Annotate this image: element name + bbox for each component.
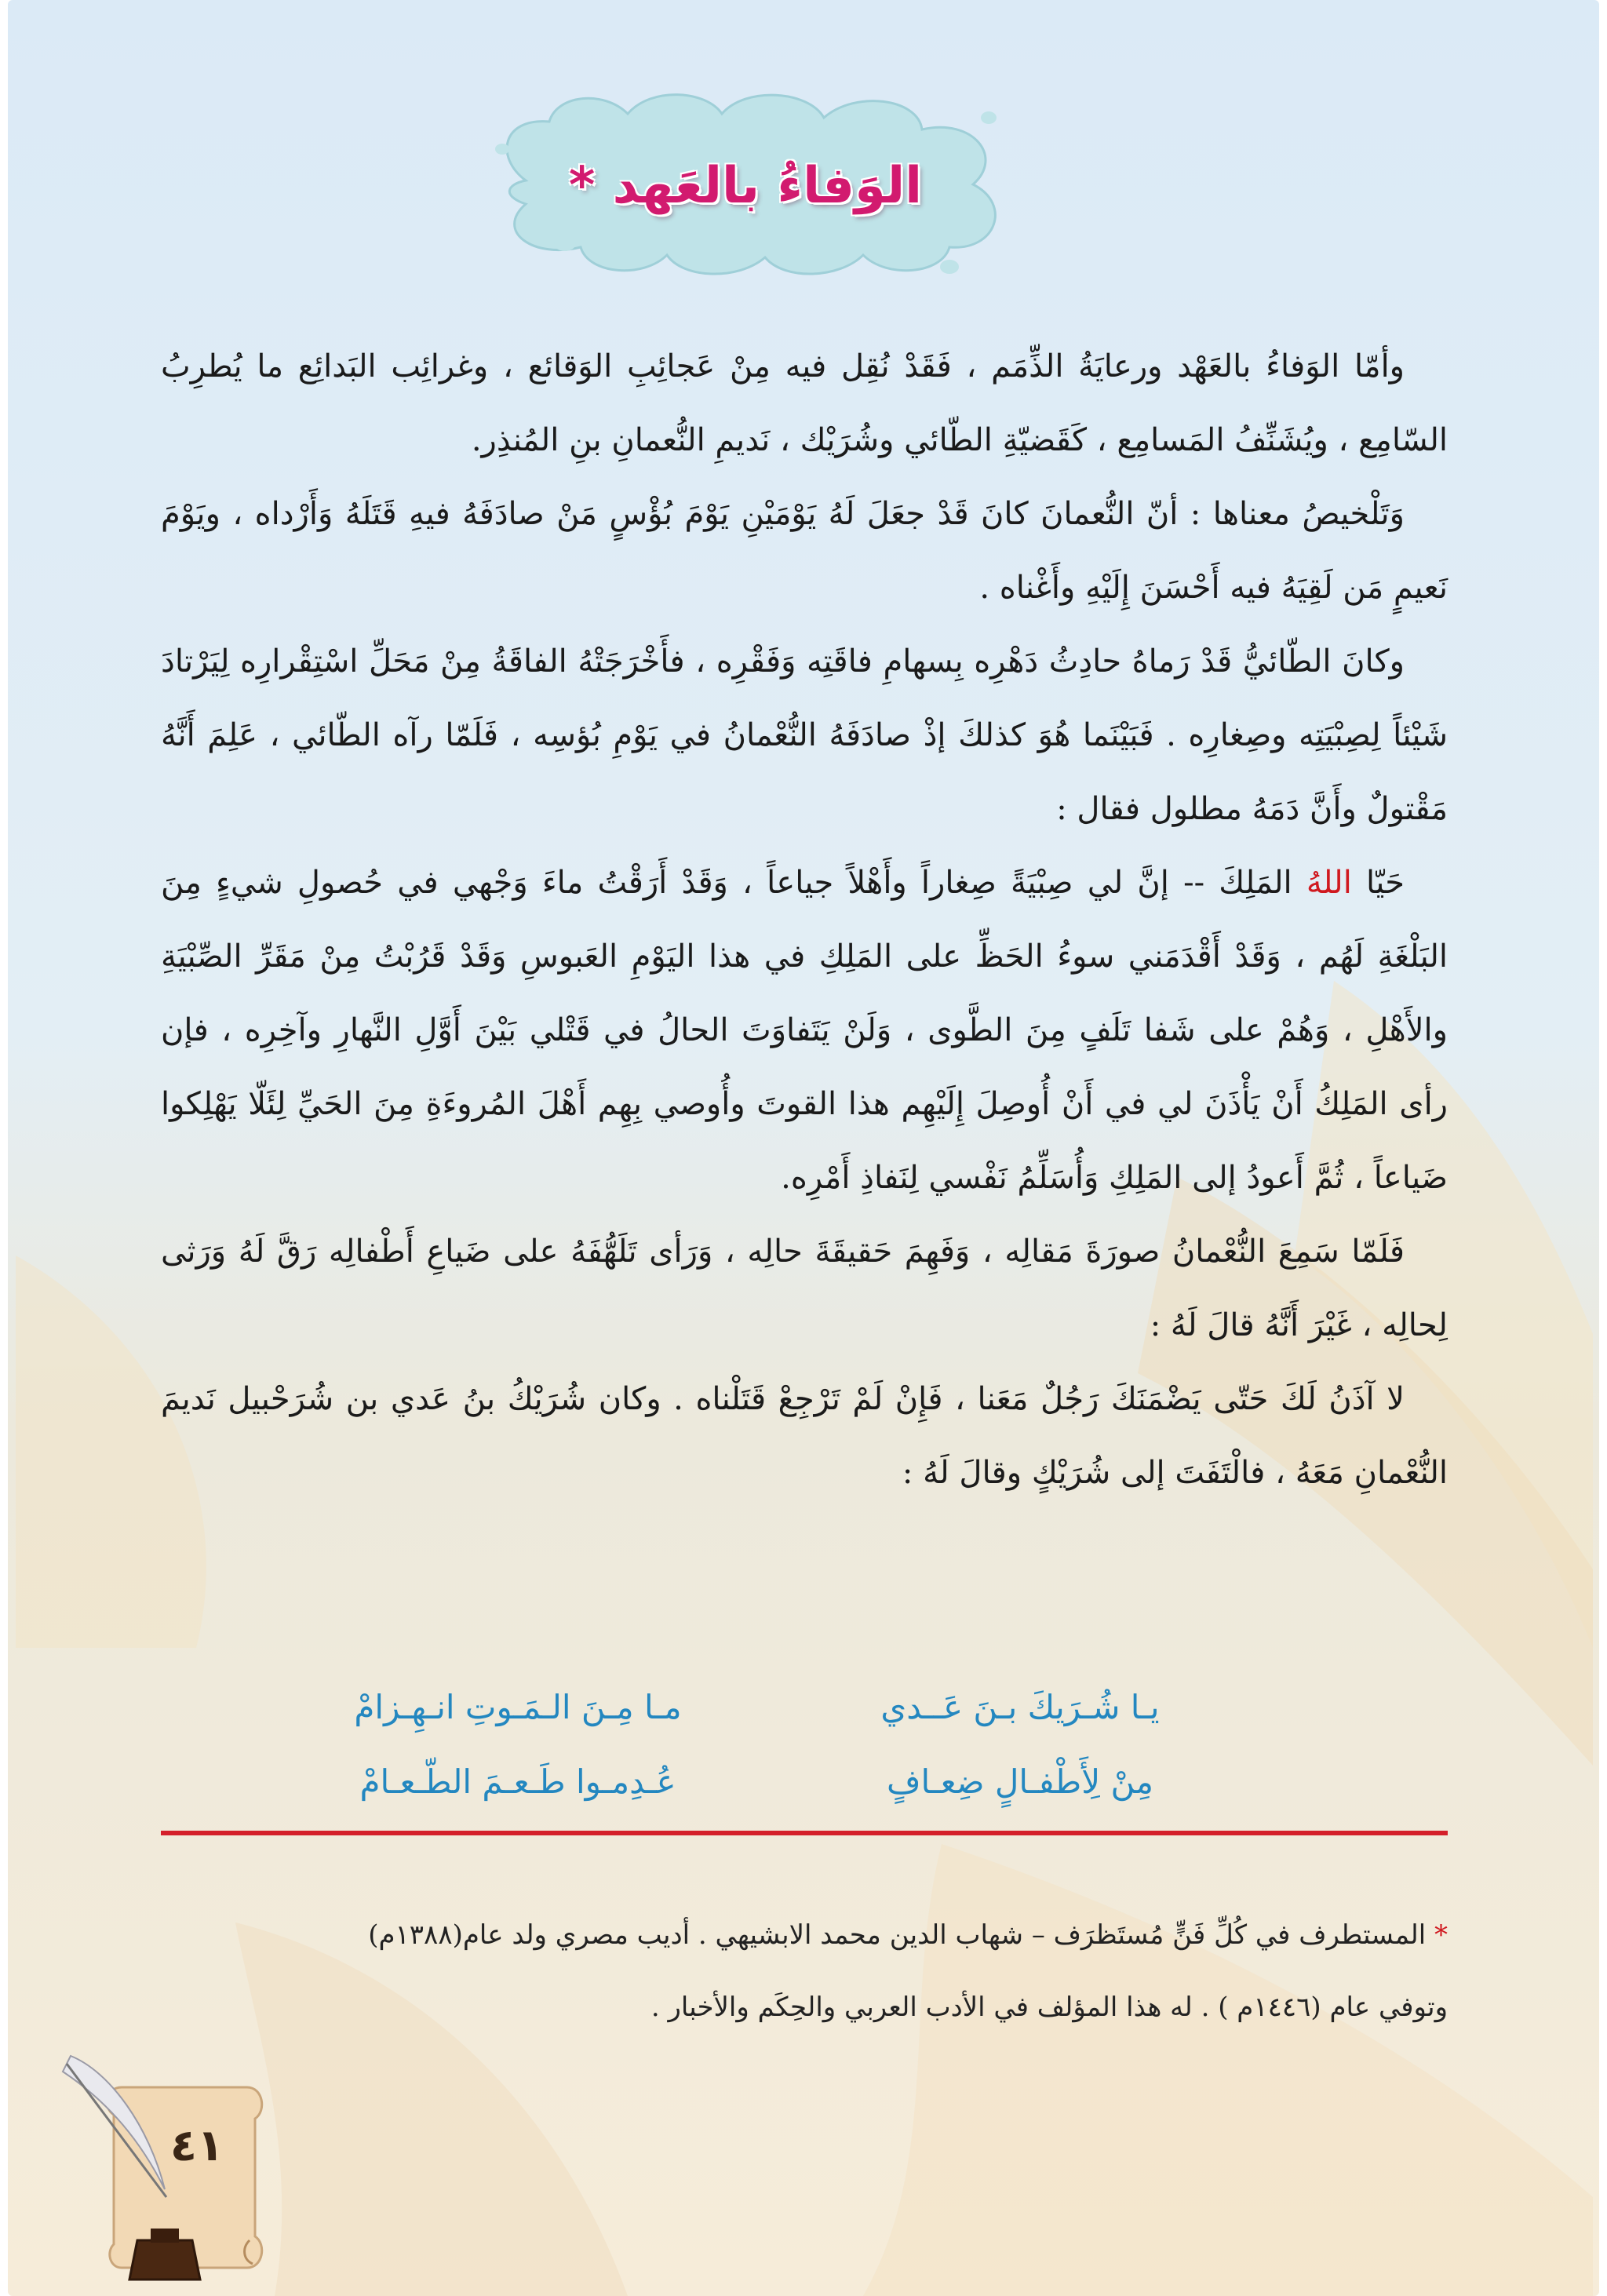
paragraph-speech: [161, 846, 1448, 1215]
speech-start: حَيّا: [1351, 865, 1405, 901]
poem-hemistich-second: عُـدِمـوا طَـعـمَ الطّـعـامْ: [359, 1762, 676, 1801]
page-title: [471, 143, 1020, 229]
title-text: الوَفاءُ بالعَهد: [612, 157, 923, 215]
title-asterisk: *: [568, 157, 596, 215]
poem-hemistich-second: مـا مِـنَ الـمَـوتِ انـهِـزامْ: [354, 1688, 682, 1726]
page-number: ٤١: [169, 2120, 224, 2171]
poem-hemistich-first: يـا شُـرَيكَ بـنَ عَــدي: [880, 1688, 1160, 1726]
paragraph-intro: وأمّا الوَفاءُ بالعَهْد ورعايَةُ الذِّمَم ، فَقَدْ نُقِل فيه مِنْ عَجائِبِ الوَقائع ، وغرائِب البَدائِع ما يُطرِبُ السّامِع ، ويُشَنِّفُ المَسامِع ، كَقَضيّةِ الطّائي وشُرَيْك ، نَديمِ النُّعمانِ بنِ المُنذِر.: [161, 348, 1448, 458]
paragraph-numan: فَلَمّا سَمِعَ النُّعْمانُ صورَةَ مَقالِه ، وَفَهِمَ حَقيقَةَ حالِه ، وَرَأى تَلَهُّفَهُ على ضَياعِ أَطْفالِه رَقَّ لَهُ وَرَثى لِحالِه ، غَيْرَ أَنَّهُ قالَ لَهُ :: [161, 1234, 1448, 1343]
paragraph-summary: وَتَلْخيصُ معناها : أنّ النُّعمانَ كانَ قَدْ جعَلَ لَهُ يَوْمَيْنِ يَوْمَ بُؤْسٍ مَنْ صادَفَهُ فيهِ قَتَلَهُ وَأَرْداه ، ويَوْمَ نَعيمٍ مَن لَقِيَهُ فيه أَحْسَنَ إِلَيْهِ وأَغْناه .: [161, 496, 1448, 606]
footnote-line-2: وتوفي عام (١٤٤٦م ) . له هذا المؤلف في الأدب العربي والحِكَم والأخبار .: [650, 1992, 1448, 2023]
footnote: [161, 1899, 1448, 2043]
footnote-text-1: المستطرف في كُلِّ فَنٍّ مُستَظرَف – شهاب الدين محمد الابشيهي . أديب مصري ولد عام(١٣٨٨م): [368, 1919, 1427, 1951]
poem-verse: [330, 1670, 1208, 1744]
poem-verse: [330, 1744, 1208, 1819]
article-body: [161, 330, 1448, 1510]
poem: [330, 1670, 1208, 1819]
paragraph-taei: وكانَ الطّائيُّ قَدْ رَماهُ حادِثُ دَهْرِه بِسهامِ فاقَتِه وَفَقْرِه ، فأَخْرَجَتْهُ الفاقَةُ مِنْ مَحَلِّ اسْتِقْرارِه لِيَرْتادَ شَيْئاً لِصِبْيَتِه وصِغارِه . فَبَيْنَما هُوَ كذلكَ إذْ صادَفَهُ النُّعْمانُ في يَوْمِ بُؤسِه ، فَلَمّا رآه الطّائي ، عَلِمَ أَنَّهُ مَقْتولٌ وأَنَّ دَمَهُ مطلول فقال :: [161, 643, 1448, 827]
paragraph-shurayk: لا آذَنُ لَكَ حَتّى يَضْمَنَكَ رَجُلٌ مَعَنا ، فَإِنْ لَمْ تَرْجِعْ قَتَلْناه . وكان شُرَيْكُ بنُ عَدي بن شُرَحْبيل نَديمَ النُّعْمانِ مَعَهُ ، فالْتَفَتَ إلى شُرَيْكٍ وقالَ لَهُ :: [161, 1381, 1448, 1491]
speech-highlight: اللهُ: [1306, 865, 1352, 901]
footnote-asterisk: *: [1434, 1919, 1448, 1951]
footnote-line-1: [161, 1899, 1448, 1971]
speech-rest: المَلِكَ -- إنَّ لي صِبْيَةً صِغاراً وأَهْلاً جياعاً ، وَقَدْ أَرَقْتُ ماءَ وَجْهي في حُصولِ شيءٍ مِنَ البَلْغَةِ لَهُم ، وَقَدْ أَقْدَمَني سوءُ الحَظِّ على المَلِكِ في هذا اليَوْمِ العَبوسِ وَقَدْ قَرُبْتُ مِنْ مَقَرِّ الصِّبْيَةِ والأَهْلِ ، وَهُمْ على شَفا تَلَفٍ مِنَ الطَّوى ، وَلَنْ يَتَفاوَتَ الحالُ في قَتْلي بَيْنَ أَوَّلِ النَّهارِ وآخِرِه ، فإن رأى المَلِكُ أَنْ يَأْذَنَ لي في أَنْ أُوصِلَ إِلَيْهِم هذا القوتَ وأُوصي بِهِم أَهْلَ المُروءَةِ مِنَ الحَيِّ لِئَلّا يَهْلِكوا ضَياعاً ، ثُمَّ أَعودُ إلى المَلِكِ وَأُسَلِّمُ نَفْسي لِنَفاذِ أَمْرِه.: [161, 865, 1448, 1196]
footnote-divider: [161, 1831, 1448, 1835]
poem-hemistich-first: مِنْ لِأَطْفـالٍ ضِعـافٍ: [887, 1762, 1153, 1801]
